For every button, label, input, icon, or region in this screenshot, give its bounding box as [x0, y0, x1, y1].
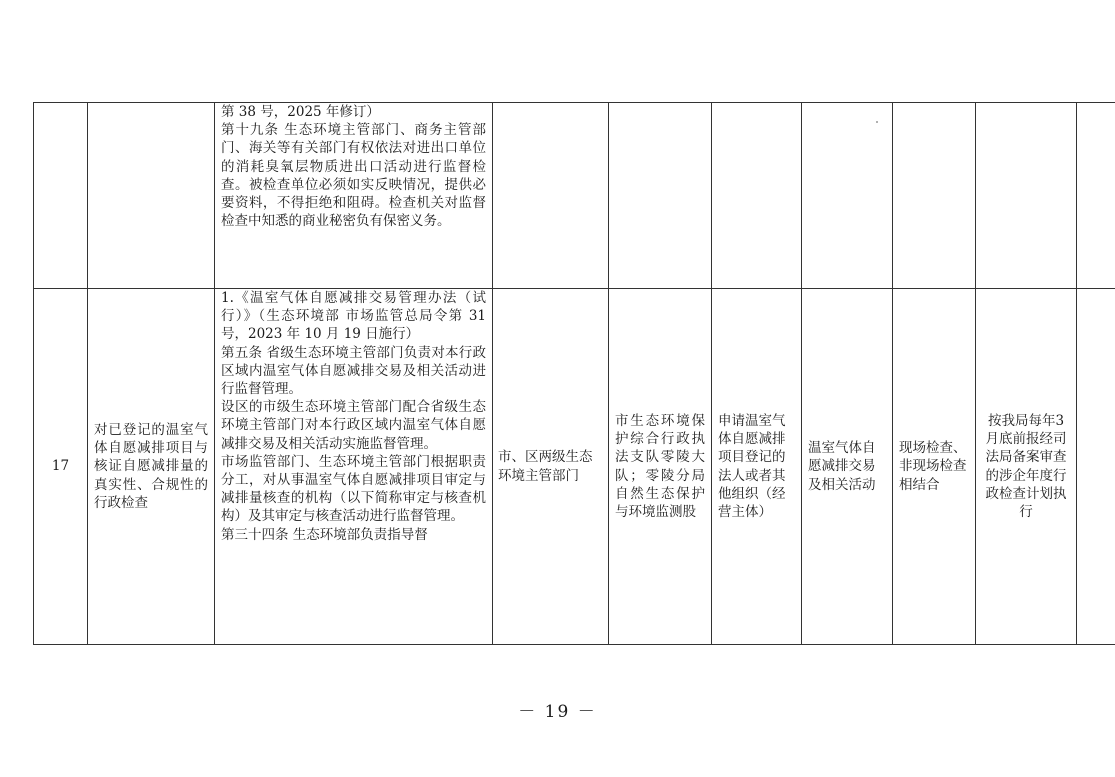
basis-paragraph: 1.《温室气体自愿减排交易管理办法（试行）》（生态环境部 市场监管总局令第 31 号，2023 年 10 月 19 日施行） [221, 290, 486, 343]
legal-basis [215, 289, 493, 645]
legal-basis [215, 103, 493, 289]
basis-paragraph: 第 38 号，2025 年修订） [221, 104, 380, 120]
inspecting-department: 市、区两级生态环境主管部门 [493, 289, 609, 645]
inspection-method [893, 103, 976, 289]
inspection-scope [802, 103, 893, 289]
basis-paragraph: 市场监管部门、生态环境主管部门根据职责分工，对从事温室气体自愿减排项目审定与减排量核查的机构（以下简称审定与核查机构）及其审定与核查活动进行监督管理。 [221, 453, 486, 525]
remarks [1077, 103, 1115, 289]
basis-paragraph: 设区的市级生态环境主管部门配合省级生态环境主管部门对本行政区域内温室气体自愿减排交易及相关活动实施监督管理。 [221, 399, 486, 452]
executing-unit [609, 103, 712, 289]
inspection-method: 现场检查、非现场检查相结合 [893, 289, 976, 645]
remarks [1077, 289, 1115, 645]
inspection-frequency [976, 103, 1077, 289]
row-number [34, 103, 88, 289]
inspecting-department [493, 103, 609, 289]
basis-paragraph: 第十九条 生态环境主管部门、商务主管部门、海关等有关部门有权依法对进出口单位的消耗臭氧层物质进出口活动进行监督检查。被检查单位必须如实反映情况，提供必要资料，不得拒绝和阻碍。检查机关对监督检查中知悉的商业秘密负有保密义务。 [221, 122, 486, 230]
page-number: － 19 － [518, 702, 597, 722]
inspection-object: 申请温室气体自愿减排项目登记的法人或者其他组织（经营主体） [712, 289, 802, 645]
inspection-item [88, 103, 215, 289]
basis-paragraph: 第五条 省级生态环境主管部门负责对本行政区域内温室气体自愿减排交易及相关活动进行监督管理。 [221, 344, 486, 398]
inspection-item: 对已登记的温室气体自愿减排项目与核证自愿减排量的真实性、合规性的行政检查 [88, 289, 215, 645]
table-row [34, 289, 1115, 645]
inspection-table [33, 102, 1115, 645]
row-number: 17 [34, 289, 88, 645]
inspection-frequency: 按我局每年3月底前报经司法局备案审查的涉企年度行政检查计划执行 [976, 289, 1077, 645]
inspection-object [712, 103, 802, 289]
inspection-scope: 温室气体自愿减排交易及相关活动 [802, 289, 893, 645]
executing-unit: 市生态环境保护综合行政执法支队零陵大队；零陵分局自然生态保护与环境监测股 [609, 289, 712, 645]
table-row [34, 103, 1115, 289]
basis-paragraph: 第三十四条 生态环境部负责指导督 [221, 526, 428, 543]
